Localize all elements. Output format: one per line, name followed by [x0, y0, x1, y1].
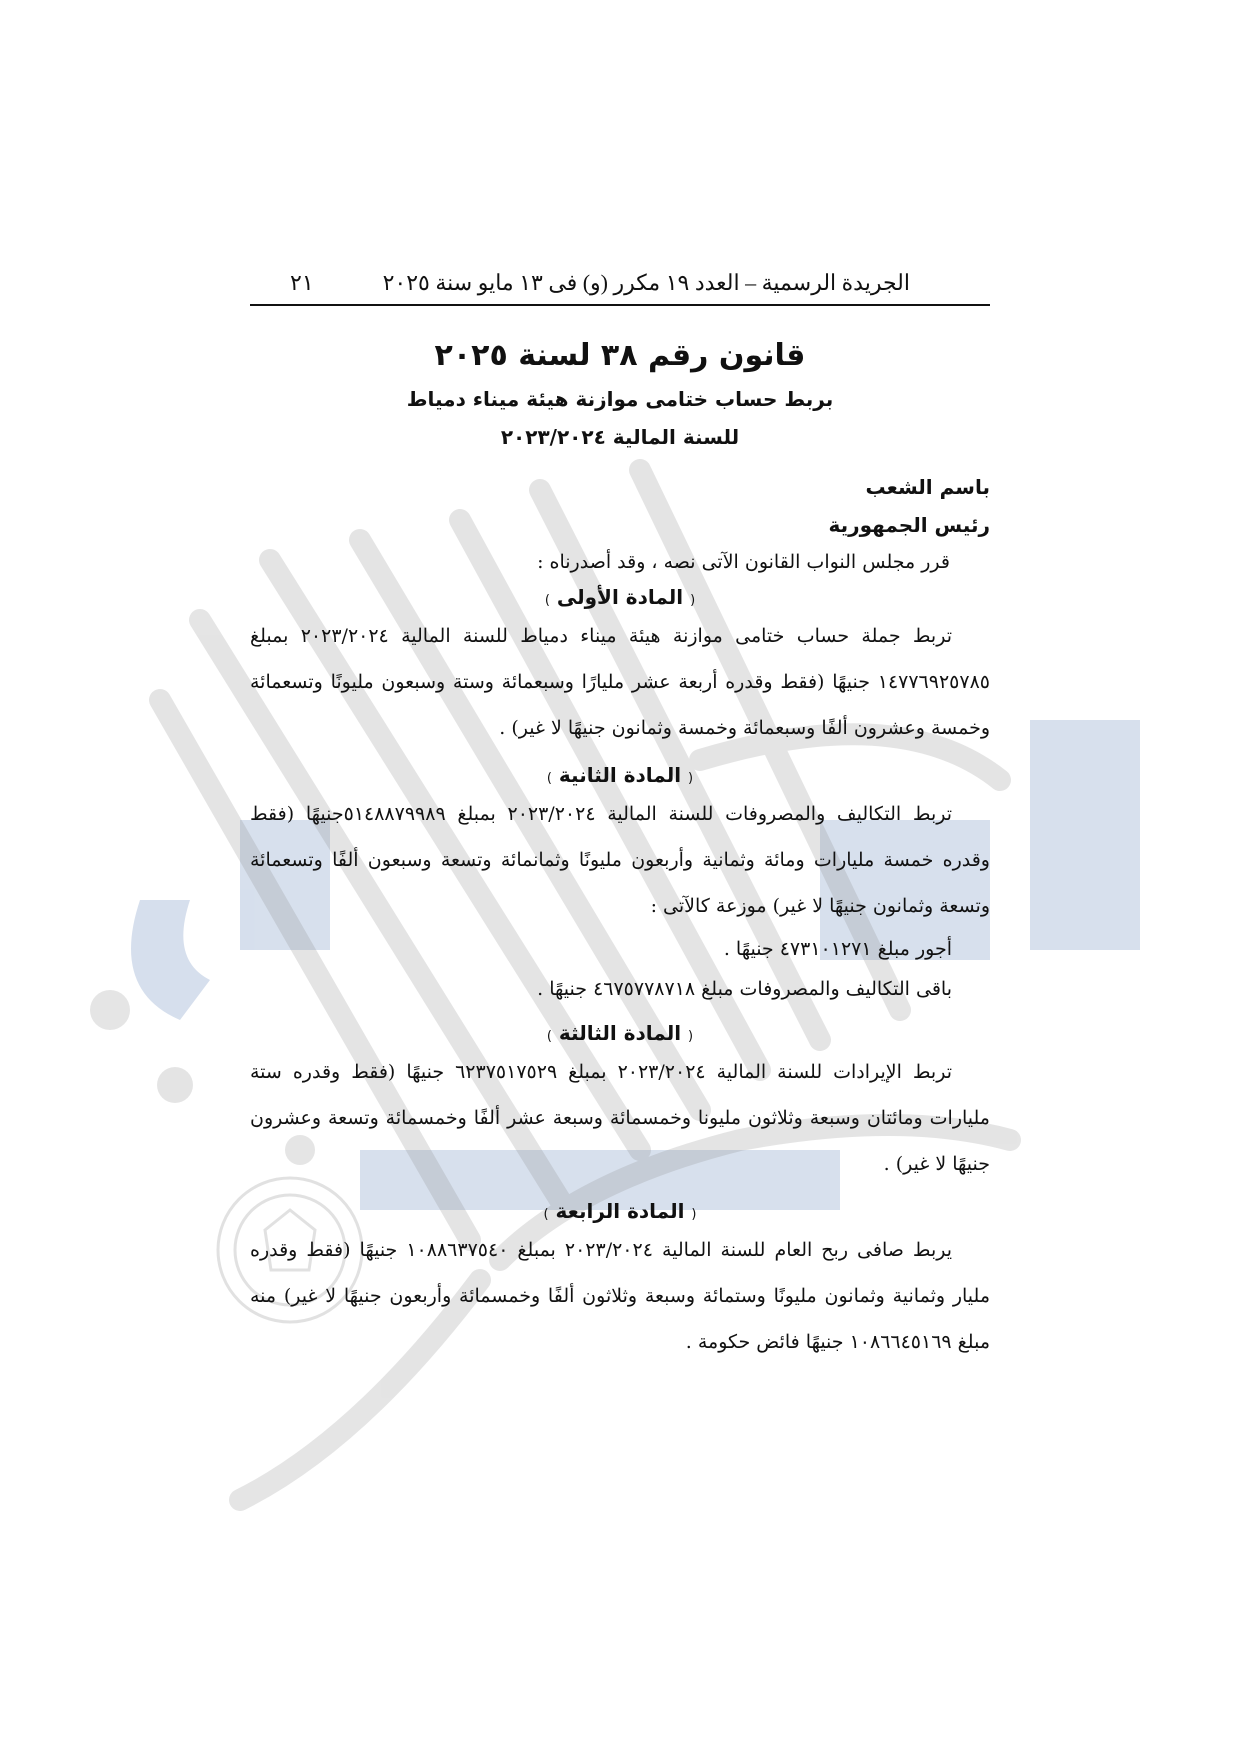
article-heading: ( المادة الثالثة ): [546, 1021, 694, 1045]
law-fiscal-year: للسنة المالية ٢٠٢٣/٢٠٢٤: [500, 425, 740, 449]
gazette-page: [250, 270, 990, 1365]
page-header: [250, 270, 990, 306]
page-number: ٢١: [290, 270, 314, 295]
article-4-text: يربط صافى ربح العام للسنة المالية ٢٠٢٣/٢٠٢٤ بمبلغ ١٠٨٨٦٣٧٥٤٠ جنيهًا (فقط وقدره مليار وثمانية وثمانون مليونًا وستمائة وسبعة وثلاثون ألفًا وخمسمائة وأربعون جنيهًا لا غير) منه مبلغ ١٠٨٦٦٤٥١٦٩ جنيهًا فائض حكومة .: [250, 1239, 990, 1353]
article-3-text: تربط الإيرادات للسنة المالية ٢٠٢٣/٢٠٢٤ بمبلغ ٦٢٣٧٥١٧٥٢٩ جنيهًا (فقط وقدره ستة مليارات ومائتان وسبعة وثلاثون مليونا وخمسمائة وسبعة عشر ألفًا وخمسمائة وتسعة وعشرون جنيهًا لا غير) .: [250, 1061, 990, 1175]
article-2-item-wages: أجور مبلغ ٤٧٣١٠١٢٧١ جنيهًا .: [723, 938, 952, 960]
article-1-heading: المادة الأولى: [556, 585, 684, 609]
watermark-dot: [157, 1067, 193, 1103]
article-2-heading: المادة الثانية: [558, 763, 682, 787]
watermark-blue-shape: [1030, 720, 1140, 950]
article-3-heading: المادة الثالثة: [558, 1021, 682, 1045]
preamble-intro: قرر مجلس النواب القانون الآتى نصه ، وقد أصدرناه :: [537, 551, 950, 573]
law-subtitle: بربط حساب ختامى موازنة هيئة ميناء دمياط: [406, 387, 834, 411]
article-heading: ( المادة الأولى ): [544, 585, 696, 609]
article-heading: ( المادة الثانية ): [546, 763, 694, 787]
watermark-blue-shape: [131, 900, 210, 1020]
article-1-text: تربط جملة حساب ختامى موازنة هيئة ميناء دمياط للسنة المالية ٢٠٢٣/٢٠٢٤ بمبلغ ١٤٧٧٦٩٢٥٧٨٥ جنيهًا (فقط وقدره أربعة عشر مليارًا وسبعمائة وستة وسبعون مليونًا وتسعمائة وخمسة وعشرون ألفًا وسبعمائة وخمسة وثمانون جنيهًا لا غير) .: [250, 625, 990, 739]
article-4-heading: المادة الرابعة: [555, 1199, 685, 1223]
watermark-dot: [90, 990, 130, 1030]
law-title: قانون رقم ٣٨ لسنة ٢٠٢٥: [434, 338, 806, 373]
preamble-in-name-of-people: باسم الشعب: [865, 475, 990, 499]
preamble-president: رئيس الجمهورية: [828, 513, 990, 537]
article-heading: ( المادة الرابعة ): [543, 1199, 697, 1223]
gazette-header-title: الجريدة الرسمية – العدد ١٩ مكرر (و) فى ١٣ مايو سنة ٢٠٢٥: [382, 270, 910, 295]
article-2-text: تربط التكاليف والمصروفات للسنة المالية ٢٠٢٣/٢٠٢٤ بمبلغ ٥١٤٨٨٧٩٩٨٩جنيهًا (فقط وقدره خمسة مليارات ومائة وثمانية وأربعون مليونًا وثمانمائة وتسعة وسبعون ألفًا وتسعمائة وتسعة وثمانون جنيهًا لا غير) موزعة كالآتى :: [250, 803, 990, 917]
article-2-item-other-costs: باقى التكاليف والمصروفات مبلغ ٤٦٧٥٧٧٨٧١٨ جنيهًا .: [537, 978, 952, 1000]
